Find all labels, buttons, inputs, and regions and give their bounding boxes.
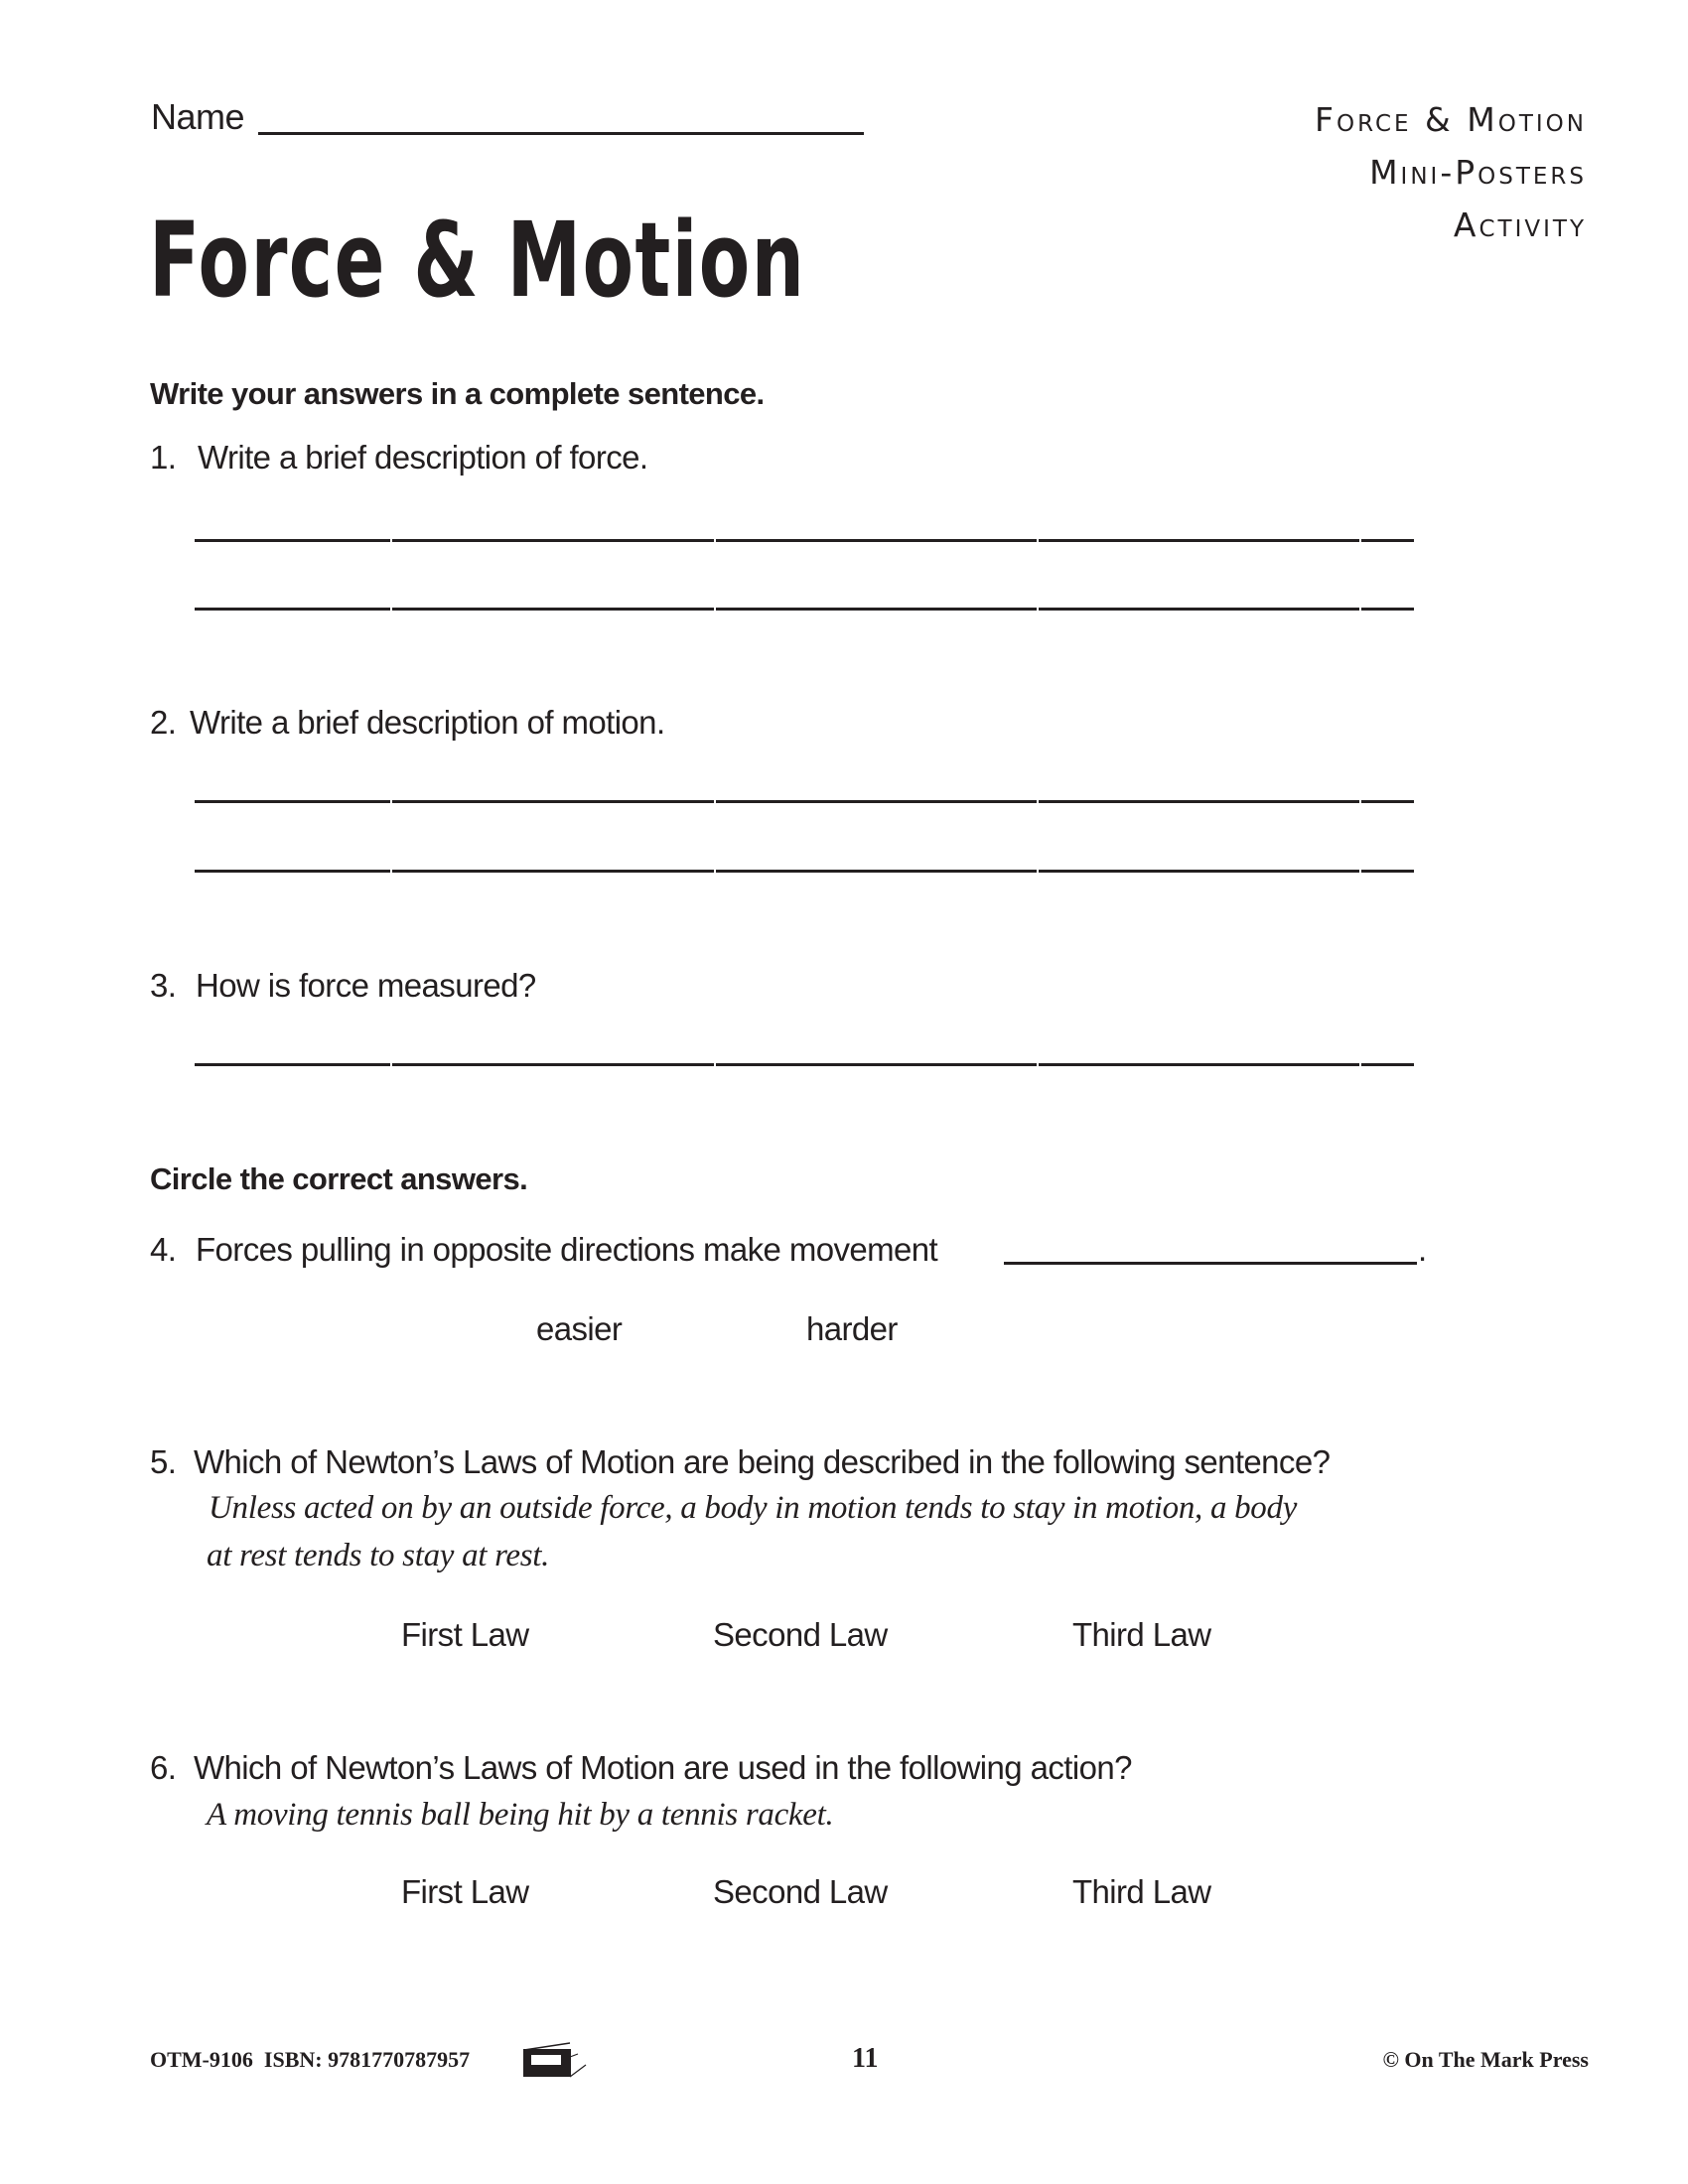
line-segment (195, 608, 390, 611)
question-2 (150, 706, 665, 739)
blank-period: . (1418, 1231, 1427, 1268)
line-segment (716, 608, 1037, 611)
line-segment (716, 800, 1037, 803)
series-label-line-1: Force & Motion (1315, 100, 1587, 139)
question-4 (150, 1233, 937, 1266)
question-text: Write a brief description of force. (198, 439, 648, 476)
line-segment (392, 608, 714, 611)
page-title: Force & Motion (149, 200, 806, 321)
option-third-law-6[interactable]: Third Law (1072, 1873, 1211, 1910)
question-number: 2. (150, 704, 177, 741)
line-segment (1361, 539, 1414, 542)
publisher-logo-icon (520, 2041, 590, 2079)
question-5 (150, 1445, 1330, 1478)
copyright: © On The Mark Press (1382, 2047, 1589, 2072)
option-easier[interactable]: easier (536, 1310, 623, 1347)
line-segment (716, 870, 1037, 873)
answer-line-3[interactable] (195, 1063, 1414, 1066)
question-3 (150, 969, 536, 1002)
line-segment (1039, 870, 1359, 873)
isbn-value: 9781770787957 (328, 2047, 471, 2072)
answer-line-2b[interactable] (195, 870, 1414, 873)
line-segment (1361, 800, 1414, 803)
series-label-line-3: Activity (1453, 205, 1587, 244)
quote-line-5a: Unless acted on by an outside force, a body in motion tends to stay in motion, a body (209, 1490, 1298, 1526)
blank-answer-line-4[interactable] (1004, 1262, 1417, 1265)
question-text: Forces pulling in opposite directions make movement (196, 1231, 938, 1268)
product-code: OTM-9106 (150, 2047, 253, 2072)
page-number: 11 (852, 2043, 879, 2074)
quote-line-5b: at rest tends to stay at rest. (207, 1538, 550, 1573)
section-instruction-write: Write your answers in a complete sentence. (150, 376, 765, 411)
line-segment (195, 800, 390, 803)
question-6 (150, 1751, 1132, 1784)
line-segment (195, 539, 390, 542)
line-segment (716, 1063, 1037, 1066)
option-second-law-6[interactable]: Second Law (713, 1873, 888, 1910)
question-number: 3. (150, 967, 177, 1004)
line-segment (392, 870, 714, 873)
question-number: 5. (150, 1443, 177, 1480)
line-segment (195, 1063, 390, 1066)
series-label-line-2: Mini-Posters (1369, 153, 1587, 192)
question-1 (150, 441, 647, 474)
answer-line-1b[interactable] (195, 608, 1414, 611)
question-text: Write a brief description of motion. (190, 704, 665, 741)
line-segment (392, 800, 714, 803)
line-segment (1039, 608, 1359, 611)
option-first-law-5[interactable]: First Law (401, 1616, 529, 1653)
line-segment (1039, 1063, 1359, 1066)
line-segment (392, 539, 714, 542)
line-segment (1361, 870, 1414, 873)
question-text: Which of Newton’s Laws of Motion are used in the following action? (194, 1749, 1132, 1786)
footer-product-info (150, 2049, 470, 2071)
line-segment (1361, 608, 1414, 611)
question-number: 1. (150, 439, 177, 476)
line-segment (392, 1063, 714, 1066)
line-segment (716, 539, 1037, 542)
quote-line-6: A moving tennis ball being hit by a tennis racket. (207, 1797, 834, 1833)
option-harder[interactable]: harder (806, 1310, 898, 1347)
name-label: Name (151, 96, 245, 137)
line-segment (1039, 800, 1359, 803)
name-input-line[interactable] (258, 132, 864, 135)
question-text: Which of Newton’s Laws of Motion are being described in the following sentence? (194, 1443, 1331, 1480)
answer-line-2a[interactable] (195, 800, 1414, 803)
line-segment (1361, 1063, 1414, 1066)
question-text: How is force measured? (196, 967, 536, 1004)
section-instruction-circle: Circle the correct answers. (150, 1161, 528, 1196)
option-third-law-5[interactable]: Third Law (1072, 1616, 1211, 1653)
question-number: 4. (150, 1231, 177, 1268)
option-second-law-5[interactable]: Second Law (713, 1616, 888, 1653)
option-first-law-6[interactable]: First Law (401, 1873, 529, 1910)
line-segment (1039, 539, 1359, 542)
answer-line-1a[interactable] (195, 539, 1414, 542)
question-number: 6. (150, 1749, 177, 1786)
isbn-label: ISBN: (263, 2047, 323, 2072)
line-segment (195, 870, 390, 873)
